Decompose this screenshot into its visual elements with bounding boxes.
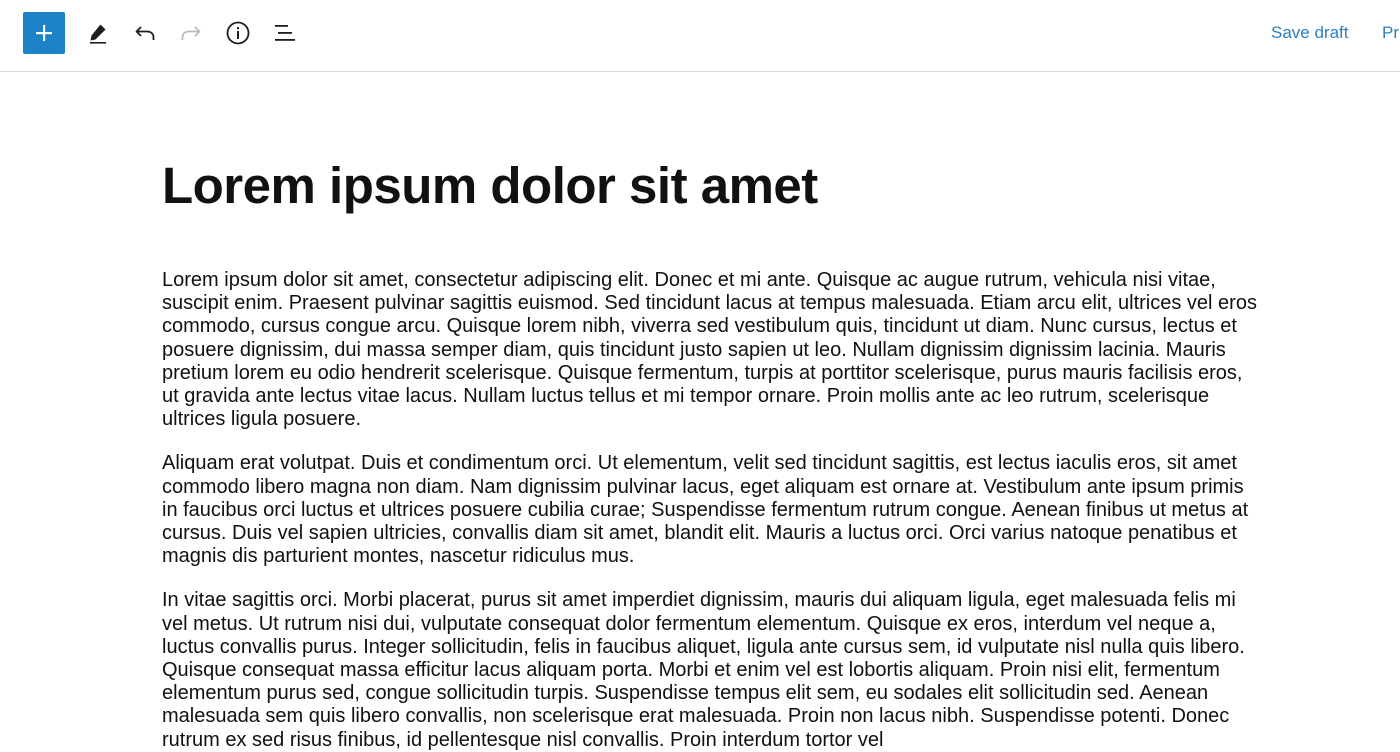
post-title[interactable]: Lorem ipsum dolor sit amet: [162, 157, 818, 214]
post-content: [162, 269, 1257, 752]
pencil-icon: [86, 21, 110, 45]
list-view-button[interactable]: [264, 12, 306, 54]
preview-button[interactable]: Pr: [1370, 20, 1400, 46]
redo-icon: [179, 21, 203, 45]
paragraph-block[interactable]: In vitae sagittis orci. Morbi placerat, purus sit amet imperdiet dignissim, mauris dui aliquam ligula, eget malesuada felis mi vel metus. Ut rutrum nisi dui, vulputate consequat dolor fermentum elementum. Quisque ex eros, interdum vel neque a, luctus convallis purus. Integer sollicitudin, felis in faucibus aliquet, ligula ante cursus sem, id vulputate nisl nulla quis libero. Quisque consequat massa efficitur lacus aliquam porta. Morbi et enim vel est lobortis aliquam. Proin nisi elit, fermentum elementum purus sed, congue sollicitudin turpis. Suspendisse tempus elit sem, eu sodales elit sollicitudin sed. Aenean malesuada sem quis libero convallis, non scelerisque erat malesuada. Proin non lacus nibh. Suspendisse potenti. Donec rutrum ex sed risus finibus, id pellentesque nisl convallis. Proin interdum tortor vel: [162, 589, 1245, 751]
list-view-icon: [272, 21, 298, 45]
editor-canvas: [0, 73, 1400, 752]
details-button[interactable]: [217, 12, 259, 54]
paragraph-block[interactable]: Aliquam erat volutpat. Duis et condimentum orci. Ut elementum, velit sed tincidunt sagittis, est lectus iaculis eros, sit amet commodo libero magna non diam. Nam dignissim pulvinar lacus, eget aliquam est ornare at. Vestibulum ante ipsum primis in faucibus orci luctus et ultrices posuere cubilia curae; Suspendisse fermentum rutrum congue. Aenean finibus ut metus at cursus. Duis vel sapien ultricies, convallis diam sit amet, blandit elit. Mauris a luctus orci. Orci varius natoque penatibus et magnis dis parturient montes, nascetur ridiculus mus.: [162, 452, 1249, 568]
tools-button[interactable]: [77, 12, 119, 54]
undo-icon: [133, 21, 157, 45]
paragraph-block[interactable]: Lorem ipsum dolor sit amet, consectetur adipiscing elit. Donec et mi ante. Quisque ac augue rutrum, vehicula nisi vitae, suscipit enim. Praesent pulvinar sagittis euismod. Sed tincidunt lacus at tempus malesuada. Etiam arcu elit, ultrices vel eros commodo, cursus congue arcu. Quisque lorem nibh, viverra sed vestibulum quis, tincidunt ut diam. Nunc cursus, lectus et posuere dignissim, dui massa semper diam, quis tincidunt justo sapien ut leo. Nullam dignissim dignissim lacinia. Mauris pretium lorem eu odio hendrerit scelerisque. Quisque fermentum, turpis at porttitor scelerisque, purus mauris facilisis eros, ut gravida ante lectus vitae lacus. Nullam luctus tellus et mi tempor ornare. Proin mollis ante ac leo rutrum, scelerisque ultrices ligula posuere.: [162, 269, 1257, 431]
redo-button[interactable]: [170, 12, 212, 54]
plus-icon: [34, 23, 54, 43]
save-draft-button[interactable]: Save draft: [1259, 20, 1361, 46]
info-icon: [225, 20, 251, 46]
editor-toolbar: [0, 0, 1400, 72]
undo-button[interactable]: [124, 12, 166, 54]
add-block-button[interactable]: [23, 12, 65, 54]
